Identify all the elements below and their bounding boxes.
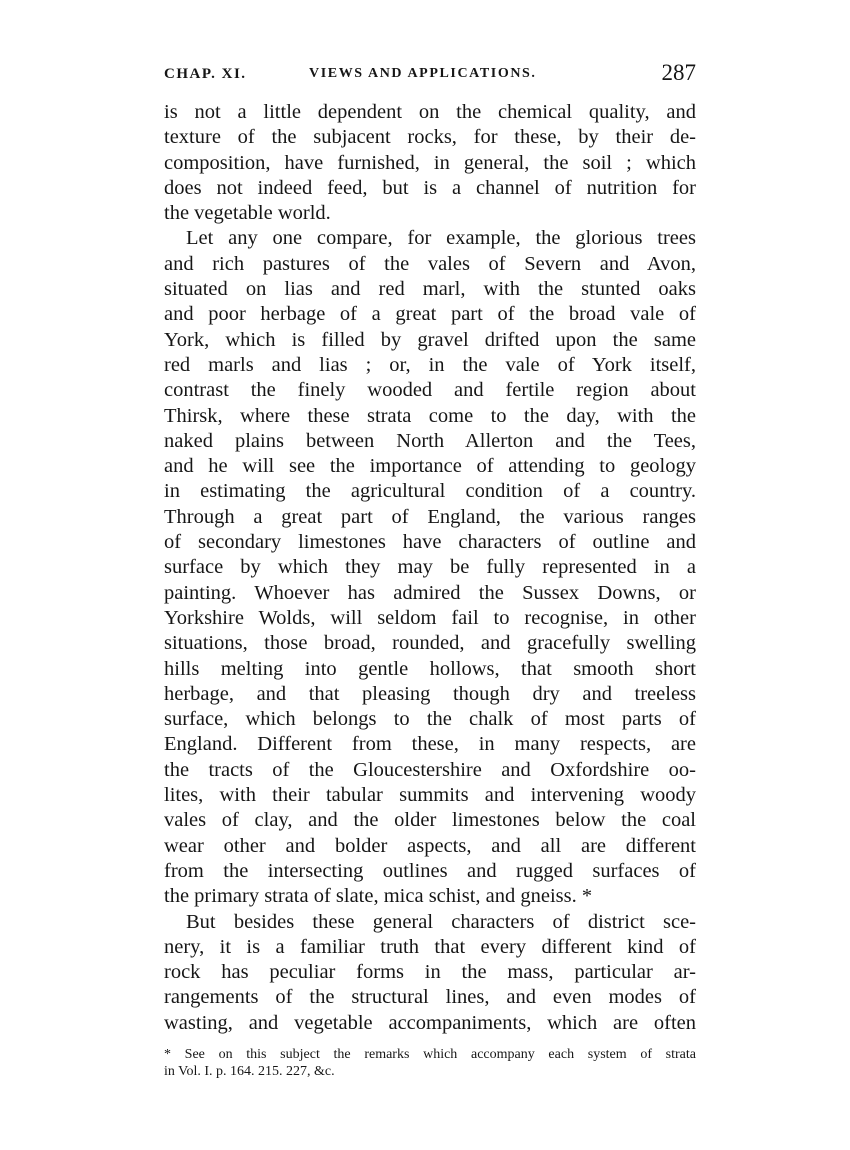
text-line: wear other and bolder aspects, and all are different bbox=[164, 834, 696, 857]
body-text bbox=[164, 100, 696, 1036]
text-line: hills melting into gentle hollows, that smooth short bbox=[164, 657, 696, 680]
chapter-label: CHAP. XI. bbox=[164, 66, 247, 82]
text-line: composition, have furnished, in general, the soil ; which bbox=[164, 151, 696, 174]
footnote bbox=[164, 1046, 696, 1080]
text-line: situations, those broad, rounded, and gracefully swelling bbox=[164, 632, 696, 655]
text-line: nery, it is a familiar truth that every different kind of bbox=[164, 935, 696, 958]
text-line: rangements of the structural lines, and even modes of bbox=[164, 986, 696, 1009]
text-line: of secondary limestones have characters of outline and bbox=[164, 531, 696, 554]
text-line: naked plains between North Allerton and the Tees, bbox=[164, 429, 696, 452]
running-title: VIEWS AND APPLICATIONS. bbox=[309, 66, 537, 81]
text-line: Yorkshire Wolds, will seldom fail to recognise, in other bbox=[164, 606, 696, 629]
text-line: the vegetable world. bbox=[164, 202, 331, 225]
text-line: situated on lias and red marl, with the stunted oaks bbox=[164, 278, 696, 301]
footnote-line: in Vol. I. p. 164. 215. 227, &c. bbox=[164, 1064, 335, 1079]
text-line: rock has peculiar forms in the mass, particular ar- bbox=[164, 961, 696, 984]
text-line: and poor herbage of a great part of the broad vale of bbox=[164, 303, 696, 326]
paragraph-start-line: But besides these general characters of district sce- bbox=[186, 910, 696, 933]
text-line: the tracts of the Gloucestershire and Oxfordshire oo- bbox=[164, 758, 696, 781]
text-line: from the intersecting outlines and rugged surfaces of bbox=[164, 859, 696, 882]
text-line: painting. Whoever has admired the Sussex Downs, or bbox=[164, 581, 696, 604]
text-line: does not indeed feed, but is a channel of nutrition for bbox=[164, 176, 696, 199]
text-line: surface, which belongs to the chalk of most parts of bbox=[164, 708, 696, 731]
text-line: England. Different from these, in many respects, are bbox=[164, 733, 696, 756]
paragraph-start-line: Let any one compare, for example, the glorious trees bbox=[186, 227, 696, 250]
text-line: York, which is filled by gravel drifted upon the same bbox=[164, 328, 696, 351]
text-line: wasting, and vegetable accompaniments, which are often bbox=[164, 1011, 696, 1034]
text-line: red marls and lias ; or, in the vale of York itself, bbox=[164, 353, 696, 376]
text-line: Through a great part of England, the various ranges bbox=[164, 505, 696, 528]
running-head bbox=[164, 60, 696, 90]
text-line: in estimating the agricultural condition of a country. bbox=[164, 480, 696, 503]
text-line: surface by which they may be fully represented in a bbox=[164, 556, 696, 579]
footnote-line: * See on this subject the remarks which accompany each system of strata bbox=[164, 1047, 696, 1062]
text-line: is not a little dependent on the chemical quality, and bbox=[164, 101, 696, 123]
text-line: contrast the finely wooded and fertile region about bbox=[164, 379, 696, 402]
text-line: the primary strata of slate, mica schist, and gneiss. * bbox=[164, 885, 593, 908]
text-line: vales of clay, and the older limestones below the coal bbox=[164, 809, 696, 832]
page-number: 287 bbox=[661, 60, 696, 85]
text-line: and he will see the importance of attending to geology bbox=[164, 455, 696, 478]
text-line: texture of the subjacent rocks, for these, by their de- bbox=[164, 126, 696, 149]
text-line: Thirsk, where these strata come to the day, with the bbox=[164, 404, 696, 427]
text-line: lites, with their tabular summits and intervening woody bbox=[164, 784, 696, 807]
text-line: and rich pastures of the vales of Severn and Avon, bbox=[164, 252, 696, 275]
text-line: herbage, and that pleasing though dry and treeless bbox=[164, 682, 696, 705]
